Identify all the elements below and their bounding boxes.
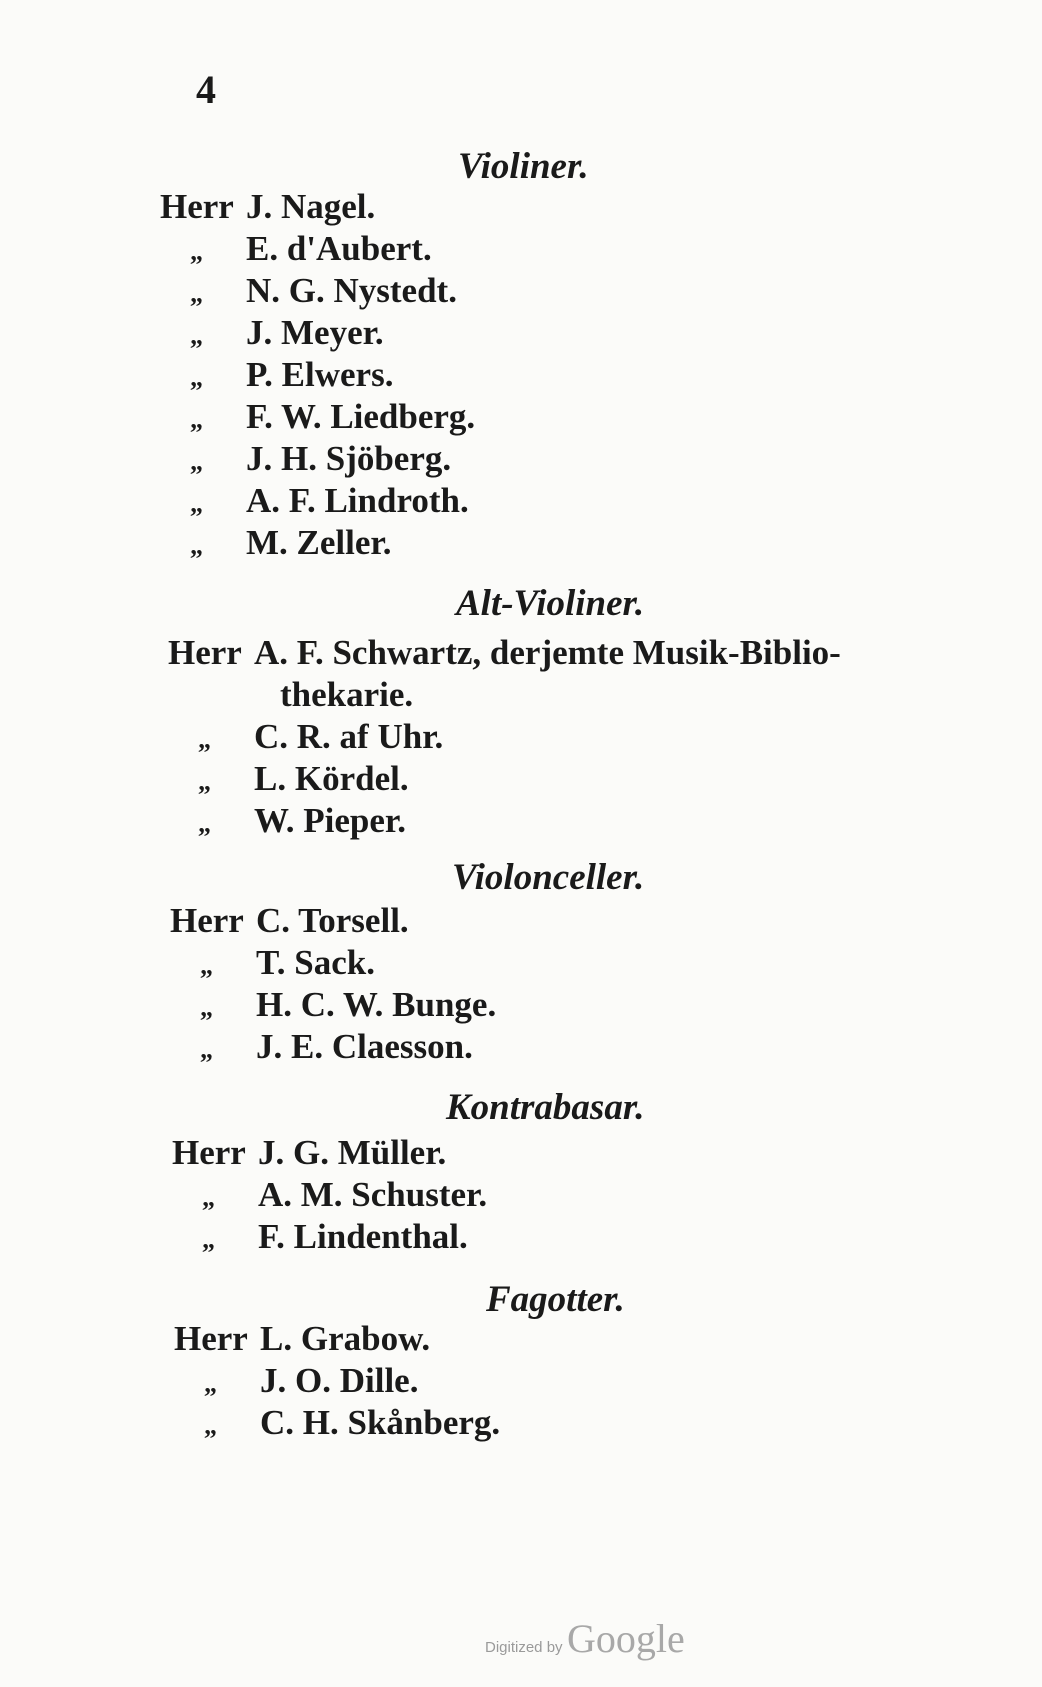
list-item: [160, 438, 451, 480]
digitized-by-text: Digitized by: [485, 1639, 563, 1656]
ditto-mark: „: [190, 447, 203, 476]
member-name: E. d'Aubert.: [246, 229, 432, 268]
page-number: 4: [196, 67, 216, 112]
section-heading-alt-violiner: Alt-Violiner.: [456, 583, 645, 624]
list-item: [160, 396, 475, 438]
member-name: A. F. Schwartz, derjemte Musik-Biblio-: [254, 633, 841, 672]
member-name: L. Kördel.: [254, 759, 409, 798]
member-name: J. E. Claesson.: [256, 1027, 473, 1066]
list-item: [172, 1174, 487, 1216]
ditto-mark: „: [198, 809, 211, 838]
member-name: T. Sack.: [256, 943, 375, 982]
member-name: C. R. af Uhr.: [254, 717, 444, 756]
section-heading-fagotter: Fagotter.: [486, 1279, 625, 1320]
member-name: J. G. Müller.: [258, 1133, 447, 1172]
list-item: [160, 186, 375, 228]
member-name: C. H. Skånberg.: [260, 1403, 501, 1442]
google-logo: Google: [567, 1616, 685, 1661]
ditto-mark: „: [200, 1035, 213, 1064]
ditto-mark: „: [190, 531, 203, 560]
ditto-mark: „: [190, 363, 203, 392]
list-item: [160, 270, 457, 312]
member-name: F. W. Liedberg.: [246, 397, 476, 436]
herr-label: Herr: [168, 633, 242, 672]
member-name: H. C. W. Bunge.: [256, 985, 497, 1024]
list-item: [168, 716, 443, 758]
list-item: [170, 942, 375, 984]
list-item: [172, 1132, 446, 1174]
ditto-mark: „: [202, 1225, 215, 1254]
section-heading-violiner: Violiner.: [458, 146, 589, 187]
ditto-mark: „: [204, 1369, 217, 1398]
list-item: [160, 522, 391, 564]
ditto-mark: „: [190, 489, 203, 518]
section-heading-kontrabasar: Kontrabasar.: [446, 1087, 645, 1128]
member-name: C. Torsell.: [256, 901, 409, 940]
list-item: [174, 1360, 418, 1402]
member-name: L. Grabow.: [260, 1319, 431, 1358]
ditto-mark: „: [198, 767, 211, 796]
ditto-mark: „: [190, 321, 203, 350]
digitized-watermark: [485, 1615, 685, 1662]
list-item: [168, 632, 841, 674]
list-item: [172, 1216, 468, 1258]
list-item: [168, 800, 406, 842]
list-item: [170, 1026, 473, 1068]
member-name: P. Elwers.: [246, 355, 394, 394]
member-name: M. Zeller.: [246, 523, 392, 562]
herr-label: Herr: [170, 901, 244, 940]
list-item: [160, 354, 393, 396]
member-name: J. Nagel.: [246, 187, 376, 226]
member-name: J. Meyer.: [246, 313, 384, 352]
section-heading-violonceller: Violonceller.: [452, 857, 645, 898]
ditto-mark: „: [190, 405, 203, 434]
list-item: [160, 480, 469, 522]
member-name: N. G. Nystedt.: [246, 271, 457, 310]
list-item: [170, 984, 496, 1026]
herr-label: Herr: [174, 1319, 248, 1358]
ditto-mark: „: [202, 1183, 215, 1212]
ditto-mark: „: [190, 279, 203, 308]
list-item: [160, 228, 432, 270]
list-item: [174, 1402, 500, 1444]
member-name: W. Pieper.: [254, 801, 406, 840]
list-item: [160, 312, 384, 354]
list-item: [174, 1318, 430, 1360]
ditto-mark: „: [190, 237, 203, 266]
herr-label: Herr: [172, 1133, 246, 1172]
herr-label: Herr: [160, 187, 234, 226]
member-name: A. F. Lindroth.: [246, 481, 469, 520]
list-item: [168, 758, 409, 800]
ditto-mark: „: [204, 1411, 217, 1440]
member-name: F. Lindenthal.: [258, 1217, 468, 1256]
ditto-mark: „: [200, 951, 213, 980]
ditto-mark: „: [198, 725, 211, 754]
member-name: J. O. Dille.: [260, 1361, 419, 1400]
member-name: A. M. Schuster.: [258, 1175, 488, 1214]
member-title-continuation: thekarie.: [280, 675, 414, 714]
ditto-mark: „: [200, 993, 213, 1022]
list-item: [170, 900, 409, 942]
member-name: J. H. Sjöberg.: [246, 439, 452, 478]
